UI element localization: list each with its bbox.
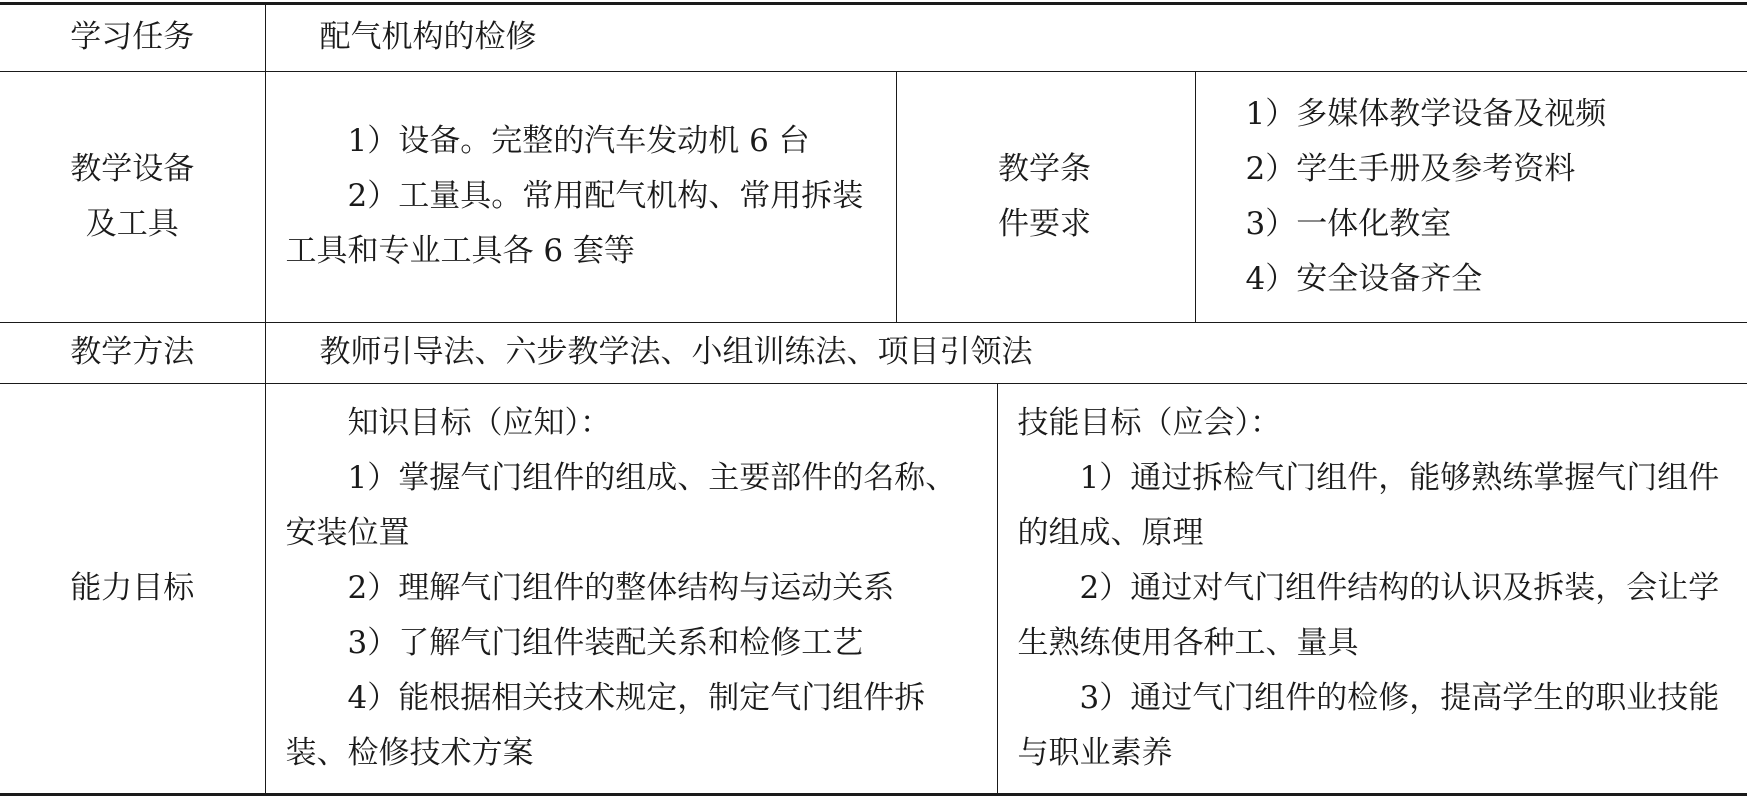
skill-title: 技能目标（应会）： — [1017, 405, 1281, 442]
teaching-plan-table — [0, 2, 1747, 796]
knowledge-item: 3）了解气门组件装配关系和检修工艺 — [347, 625, 864, 662]
condition-item: 1）多媒体教学设备及视频 — [1245, 95, 1607, 132]
row-method — [0, 322, 1747, 384]
task-label: 学习任务 — [0, 4, 265, 72]
row-goals — [0, 384, 1747, 795]
method-label: 教学方法 — [0, 322, 265, 384]
row-task — [0, 4, 1747, 72]
conditions-label-line2: 件要求 — [998, 205, 1091, 242]
equipment-item: 2）工量具。常用配气机构、常用拆装工具和专业工具各 6 套等 — [285, 178, 864, 270]
knowledge-item: 4）能根据相关技术规定，制定气门组件拆装、检修技术方案 — [285, 680, 926, 772]
skill-item: 3）通过气门组件的检修，提高学生的职业技能与职业素养 — [1017, 680, 1720, 772]
equipment-item: 1）设备。完整的汽车发动机 6 台 — [347, 123, 810, 160]
skill-item: 1）通过拆检气门组件，能够熟练掌握气门组件的组成、原理 — [1017, 460, 1720, 552]
knowledge-title: 知识目标（应知）： — [347, 405, 611, 442]
goals-label: 能力目标 — [0, 384, 265, 795]
equipment-label — [0, 71, 265, 322]
skill-item: 2）通过对气门组件结构的认识及拆装，会让学生熟练使用各种工、量具 — [1017, 570, 1720, 662]
conditions-items — [1195, 71, 1747, 322]
row-equipment — [0, 71, 1747, 322]
equipment-label-line1: 教学设备 — [70, 150, 195, 187]
skill-goals — [997, 384, 1747, 795]
equipment-items — [265, 71, 896, 322]
knowledge-item: 1）掌握气门组件的组成、主要部件的名称、安装位置 — [285, 460, 957, 552]
task-value: 配气机构的检修 — [265, 4, 1747, 72]
conditions-label-line1: 教学条 — [998, 150, 1091, 187]
knowledge-goals — [265, 384, 997, 795]
condition-item: 2）学生手册及参考资料 — [1245, 150, 1576, 187]
method-value: 教师引导法、六步教学法、小组训练法、项目引领法 — [265, 322, 1747, 384]
conditions-label — [896, 71, 1195, 322]
condition-item: 4）安全设备齐全 — [1245, 260, 1483, 297]
equipment-label-line2: 及工具 — [85, 205, 179, 242]
condition-item: 3）一体化教室 — [1245, 205, 1452, 242]
knowledge-item: 2）理解气门组件的整体结构与运动关系 — [347, 570, 895, 607]
